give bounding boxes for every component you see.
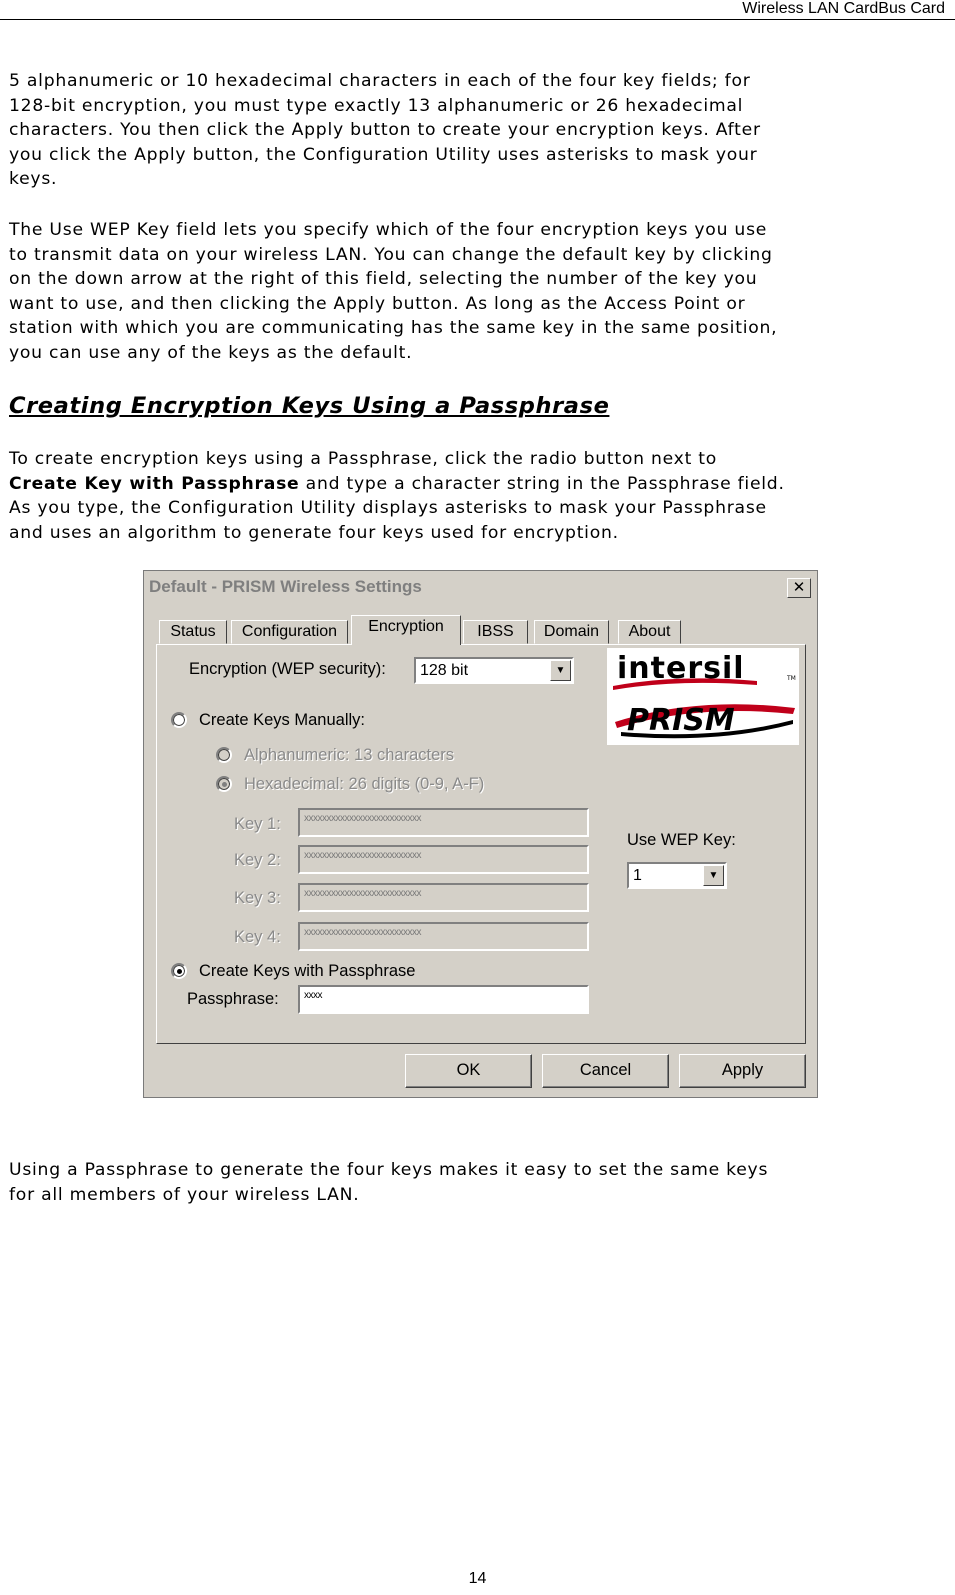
passphrase-radio[interactable]: [171, 963, 187, 979]
section-heading: Creating Encryption Keys Using a Passphrase: [9, 393, 610, 419]
create-manually-radio[interactable]: [171, 712, 187, 728]
encryption-label: Encryption (WEP security):: [189, 660, 386, 678]
tab-domain[interactable]: Domain: [534, 620, 609, 644]
key1-label: Key 1:: [234, 815, 281, 833]
key3-label: Key 3:: [234, 889, 281, 907]
paragraph-passphrase-line1: To create encryption keys using a Passphrase, click the radio button next to: [9, 449, 718, 469]
radio-dot: [177, 969, 182, 974]
apply-button[interactable]: Apply: [679, 1054, 806, 1088]
passphrase-label: Passphrase:: [187, 990, 279, 1008]
create-key-with-passphrase-bold: Create Key with Passphrase: [9, 473, 300, 494]
close-button[interactable]: [787, 578, 811, 598]
use-wep-key-select[interactable]: [627, 862, 727, 889]
ok-button[interactable]: OK: [405, 1054, 532, 1088]
key2-input[interactable]: xxxxxxxxxxxxxxxxxxxxxxxxxx: [298, 845, 589, 874]
dialog-title: Default - PRISM Wireless Settings: [149, 577, 422, 596]
logo-prism-text: PRISM: [627, 703, 735, 738]
paragraph-conclusion: Using a Passphrase to generate the four keys makes it easy to set the same keys for all members of your wireless LAN.: [9, 1160, 769, 1205]
tab-configuration[interactable]: Configuration: [231, 620, 348, 644]
running-header: Wireless LAN CardBus Card: [742, 0, 945, 17]
page-number: 14: [468, 1570, 487, 1587]
cancel-button[interactable]: Cancel: [542, 1054, 669, 1088]
close-icon: ✕: [792, 579, 806, 596]
passphrase-input[interactable]: xxxx: [298, 985, 589, 1014]
paragraph-key-length: 5 alphanumeric or 10 hexadecimal characters in each of the four key fields; for 128-bit encryption, you must type exactly 13 alphanumeric or 26 hexadecimal characters. You then click the Apply button to create your encryption keys. After you click the Apply button, the Configuration Utility uses asterisks to mask your keys.: [9, 71, 761, 189]
header-rule: [0, 19, 955, 20]
encryption-value: 128 bit: [420, 662, 469, 679]
key4-label: Key 4:: [234, 928, 281, 946]
key4-input[interactable]: xxxxxxxxxxxxxxxxxxxxxxxxxx: [298, 922, 589, 951]
logo-tm-mark: TM: [787, 675, 796, 682]
key3-input[interactable]: xxxxxxxxxxxxxxxxxxxxxxxxxx: [298, 883, 589, 912]
chevron-down-icon[interactable]: ▼: [550, 660, 571, 681]
hexadecimal-label: Hexadecimal: 26 digits (0-9, A-F): [244, 775, 485, 793]
logo-intersil-text: intersil: [617, 651, 745, 686]
radio-dot: [222, 782, 227, 787]
passphrase-radio-label: Create Keys with Passphrase: [199, 962, 416, 980]
alphanumeric-label: Alphanumeric: 13 characters: [244, 746, 455, 764]
create-manually-label: Create Keys Manually:: [199, 711, 365, 729]
key1-input[interactable]: xxxxxxxxxxxxxxxxxxxxxxxxxx: [298, 808, 589, 837]
paragraph-use-wep-key: The Use WEP Key field lets you specify which of the four encryption keys you use to transmit data on your wireless LAN. You can change the default key by clicking on the down arrow at the right of this field, selecting the number of the key you want to use, and then clicking the Apply button. As long as the Access Point or station with which you are communicating has the same key in the same position, you can use any of the keys as the default.: [9, 220, 778, 363]
key2-label: Key 2:: [234, 851, 281, 869]
paragraph-passphrase-rest: and type a character string in the Passphrase field. As you type, the Configuration Utility displays asterisks to mask your Passphrase and uses an algorithm to generate four keys used for encryption.: [9, 473, 785, 543]
tab-status[interactable]: Status: [159, 620, 227, 644]
tab-ibss[interactable]: IBSS: [463, 620, 528, 644]
alphanumeric-radio[interactable]: [216, 747, 232, 763]
use-wep-key-value: 1: [633, 867, 642, 884]
tab-encryption[interactable]: Encryption: [351, 615, 461, 645]
hexadecimal-radio[interactable]: [216, 776, 232, 792]
dialog-titlebar: [146, 573, 815, 600]
chevron-down-icon[interactable]: ▼: [703, 865, 724, 886]
use-wep-key-label: Use WEP Key:: [627, 831, 736, 849]
paragraph-passphrase-instructions: [9, 447, 949, 545]
prism-wireless-settings-dialog: [143, 570, 818, 1098]
tab-about[interactable]: About: [618, 620, 681, 644]
encryption-select[interactable]: [414, 657, 574, 684]
intersil-prism-logo: [607, 648, 799, 745]
